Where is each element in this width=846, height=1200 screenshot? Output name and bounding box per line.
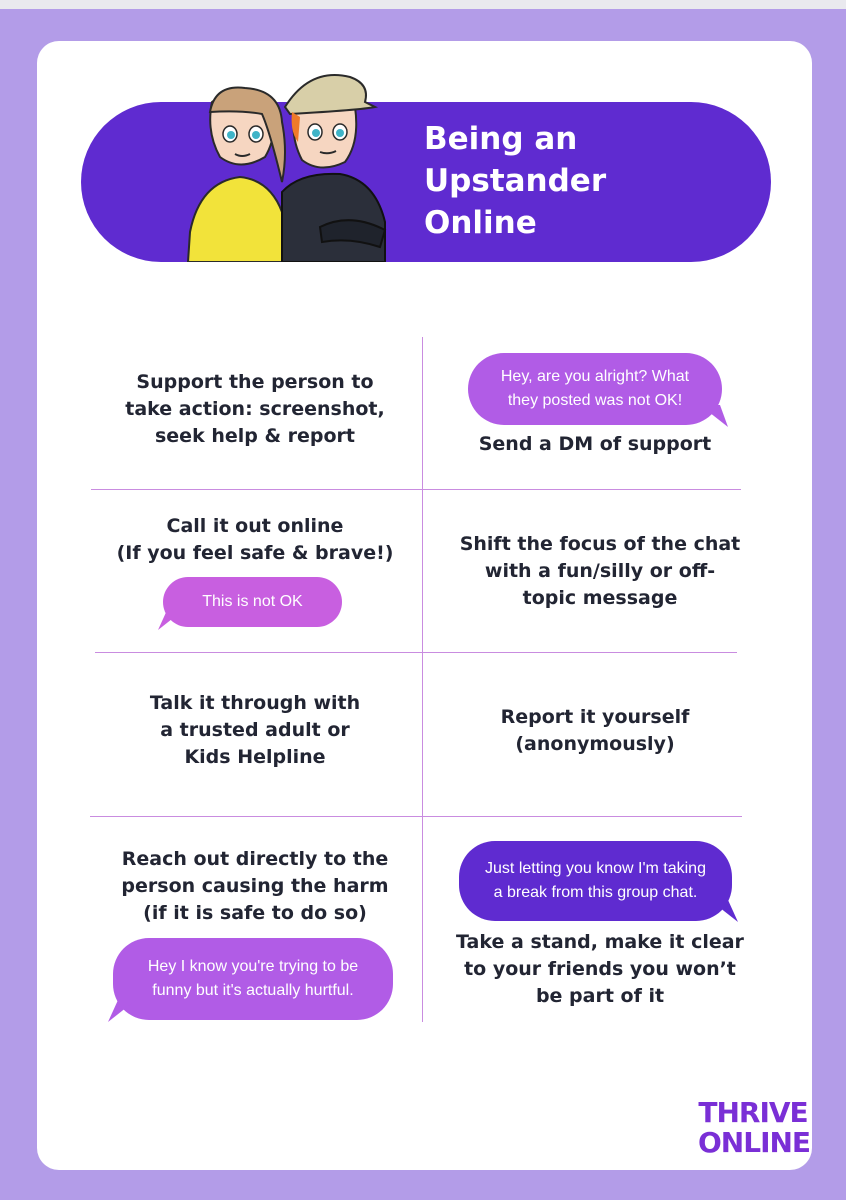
tip-report-yourself	[440, 704, 750, 758]
tip-support-person	[95, 369, 415, 450]
bubble-tail	[108, 1000, 136, 1024]
logo-line: ONLINE	[698, 1126, 811, 1159]
title-line: Online	[424, 205, 537, 241]
grid-divider-vertical	[422, 337, 423, 1022]
tip-line: be part of it	[535, 985, 665, 1007]
grid-divider-horizontal	[95, 652, 737, 653]
tip-line: person causing the harm	[121, 875, 389, 897]
reach-out-bubble	[113, 938, 393, 1020]
tip-line: Support the person to	[136, 371, 374, 393]
tip-reach-out	[95, 846, 415, 927]
tip-line: Report it yourself	[500, 706, 690, 728]
tip-line: to your friends you won’t	[464, 958, 736, 980]
tip-line: Kids Helpline	[184, 746, 326, 768]
title-line: Being an	[424, 121, 578, 157]
tip-line: Take a stand, make it clear	[456, 931, 744, 953]
tip-line: (if it is safe to do so)	[143, 902, 367, 924]
top-strip	[0, 0, 846, 9]
tip-line: Shift the focus of the chat	[459, 533, 741, 555]
tip-line: a trusted adult or	[160, 719, 350, 741]
tip-talk-it-through	[95, 690, 415, 771]
bubble-line: Just letting you know I'm taking	[485, 860, 706, 877]
tip-send-dm: Send a DM of support	[478, 433, 712, 455]
bubble-line: funny but it's actually hurtful.	[152, 982, 354, 999]
tip-line: take action: screenshot,	[125, 398, 385, 420]
bubble-line: Hey, are you alright? What	[500, 368, 690, 385]
bubble-tail	[158, 608, 186, 632]
grid-divider-horizontal	[90, 816, 742, 817]
tip-line: (If you feel safe & brave!)	[116, 542, 394, 564]
tip-call-it-out	[95, 513, 415, 567]
dm-support-bubble	[468, 353, 722, 425]
title-line: Upstander	[424, 163, 607, 199]
bubble-line: This is not OK	[202, 593, 303, 610]
tip-line: seek help & report	[154, 425, 356, 447]
tip-line: Reach out directly to the	[121, 848, 389, 870]
take-stand-bubble	[459, 841, 732, 921]
call-out-bubble	[163, 577, 342, 627]
tip-line: Call it out online	[166, 515, 344, 537]
tip-line: topic message	[522, 587, 678, 609]
page-title	[424, 118, 744, 244]
cartoon-characters-illustration	[170, 62, 410, 262]
tip-shift-focus	[440, 531, 760, 612]
bubble-line: Hey I know you're trying to be	[147, 958, 359, 975]
bubble-tail	[700, 405, 730, 429]
grid-divider-horizontal	[91, 489, 741, 490]
tip-line: with a fun/silly or off-	[484, 560, 716, 582]
bubble-line: a break from this group chat.	[493, 884, 698, 901]
bubble-line: they posted was not OK!	[507, 392, 683, 409]
tip-take-a-stand	[440, 929, 760, 1010]
thrive-online-logo	[698, 1096, 811, 1166]
tip-line: (anonymously)	[515, 733, 675, 755]
tip-line: Talk it through with	[149, 692, 361, 714]
logo-line: THRIVE	[698, 1096, 808, 1129]
bubble-tail	[710, 900, 738, 924]
